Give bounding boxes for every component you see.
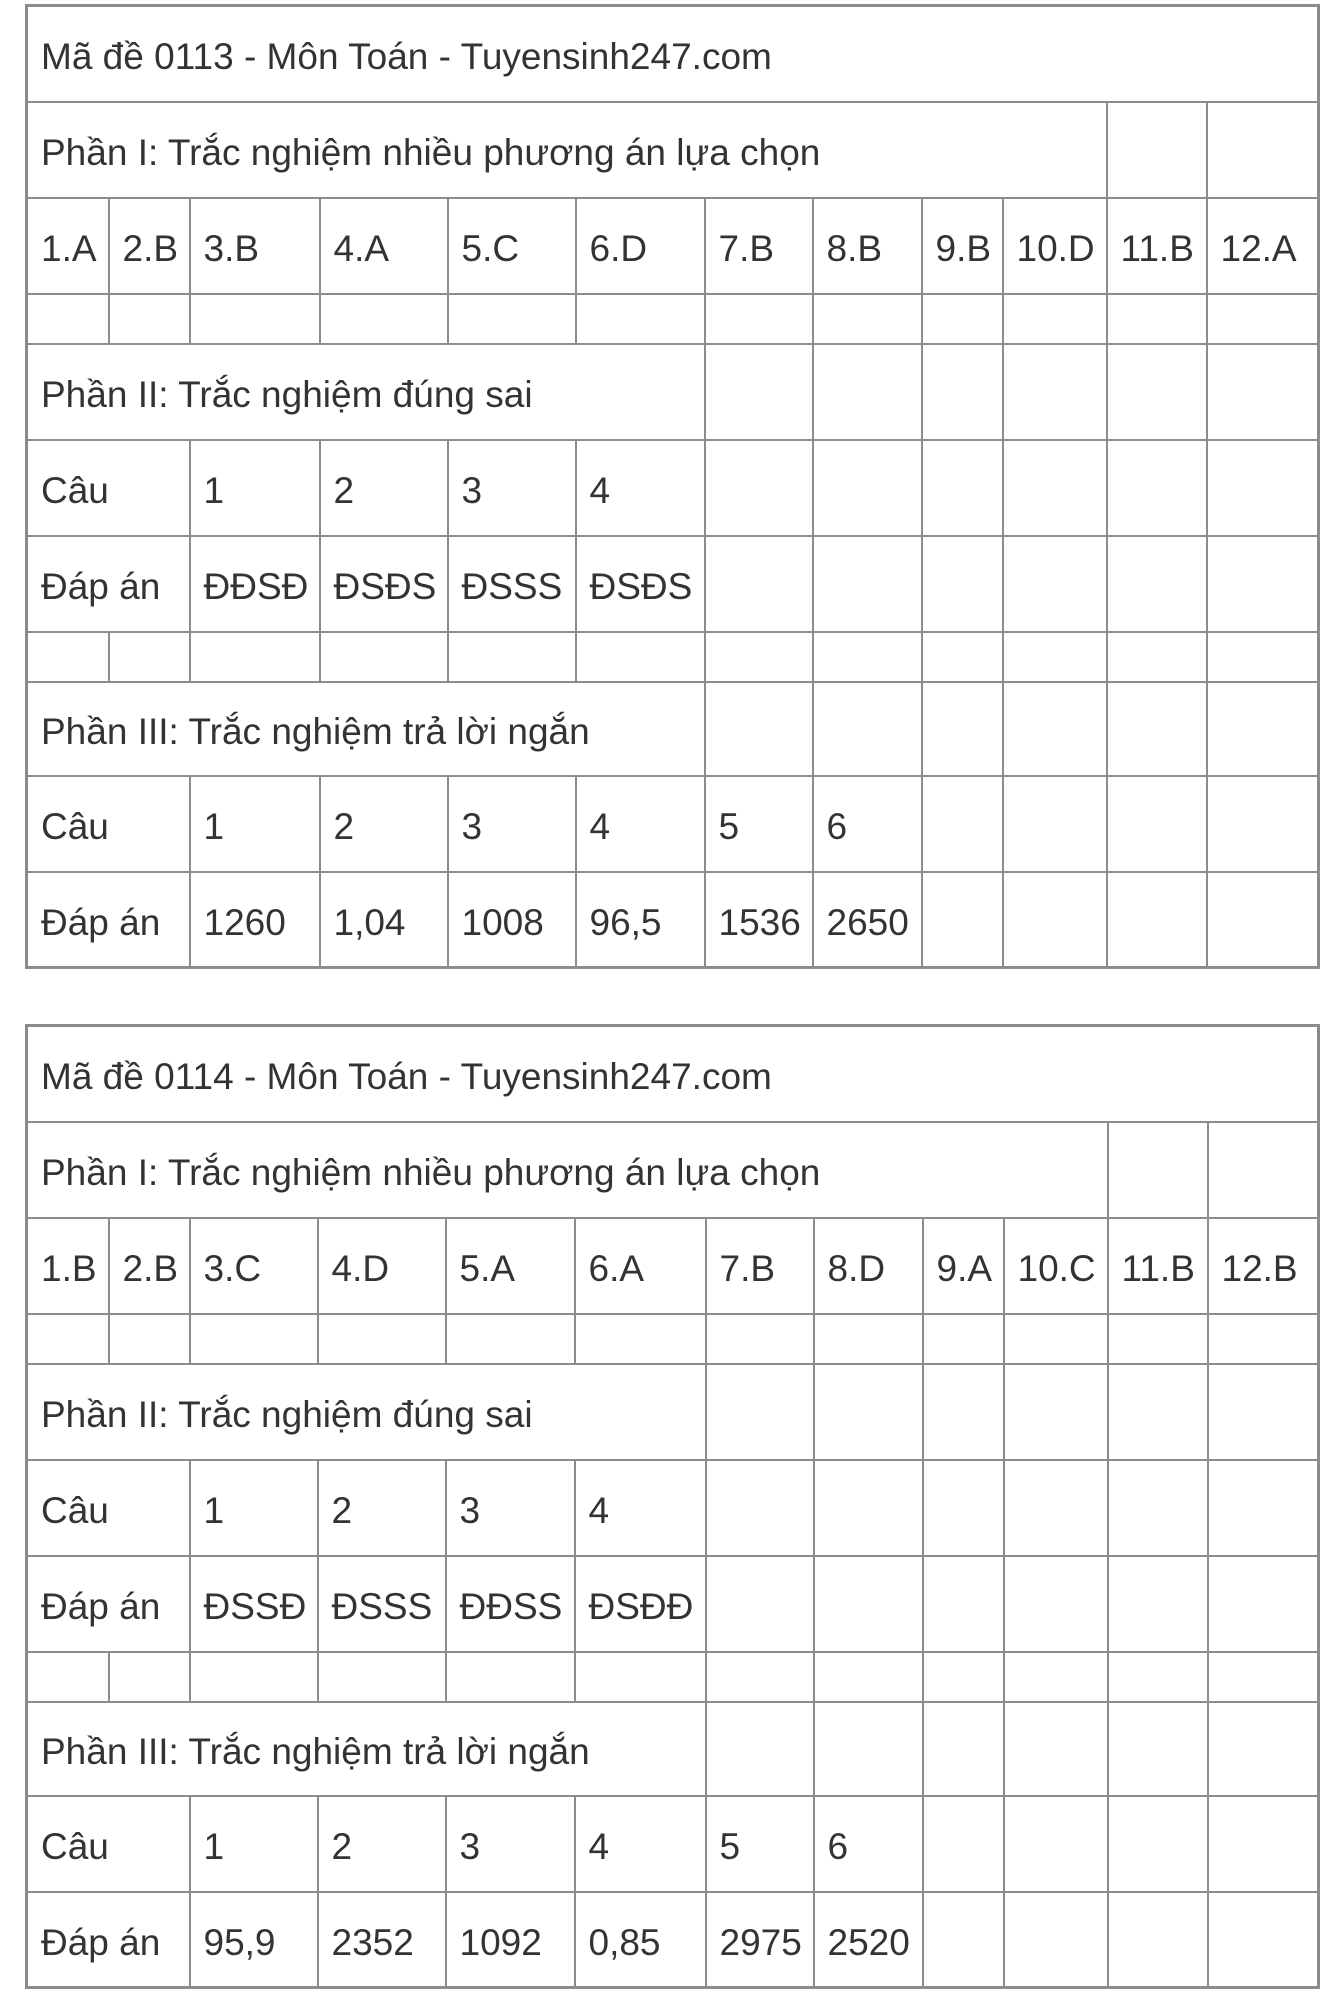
empty-cell [1207,776,1319,872]
short-question-cell: 4 [576,776,705,872]
mc-answer-cell: 2.B [109,1218,190,1314]
mc-answer-cell: 11.B [1108,1218,1208,1314]
empty-cell [1107,440,1207,536]
empty-cell [1108,1892,1208,1988]
tf-answer-cell: ĐĐSĐ [190,536,320,632]
table-title: Mã đề 0114 - Môn Toán - Tuyensinh247.com [27,1026,1319,1122]
short-question-cell: 6 [814,1796,923,1892]
empty-cell [1208,1364,1319,1460]
short-answer-cell: 1536 [705,872,813,968]
empty-cell [1107,776,1207,872]
tf-question-cell: 2 [318,1460,446,1556]
question-label: Câu [27,1796,190,1892]
short-answer-cell: 95,9 [190,1892,318,1988]
empty-cell [922,776,1003,872]
answer-label: Đáp án [27,1892,190,1988]
empty-cell [814,1652,923,1702]
empty-cell [705,294,813,344]
empty-cell [923,1796,1004,1892]
empty-cell [1107,632,1207,682]
empty-cell [1207,102,1319,198]
mc-answer-cell: 12.A [1207,198,1319,294]
empty-cell [922,682,1003,776]
mc-answer-cell: 6.D [576,198,705,294]
short-answer-cell: 2650 [813,872,922,968]
mc-answer-cell: 8.D [814,1218,923,1314]
empty-cell [706,1702,814,1796]
empty-cell [1107,102,1207,198]
mc-answer-cell: 5.A [446,1218,575,1314]
short-answer-cell: 0,85 [575,1892,706,1988]
empty-cell [922,872,1003,968]
empty-cell [813,440,922,536]
tf-question-cell: 3 [446,1460,575,1556]
empty-cell [1004,1702,1108,1796]
empty-cell [1107,536,1207,632]
mc-answer-cell: 10.C [1004,1218,1108,1314]
empty-cell [923,1892,1004,1988]
tf-question-cell: 4 [575,1460,706,1556]
empty-cell [318,1652,446,1702]
empty-cell [1003,632,1107,682]
empty-cell [27,1652,109,1702]
empty-cell [446,1652,575,1702]
empty-cell [705,344,813,440]
empty-cell [576,632,705,682]
mc-answer-cell: 10.D [1003,198,1107,294]
empty-cell [109,294,190,344]
empty-cell [575,1652,706,1702]
empty-cell [706,1314,814,1364]
mc-answer-cell: 7.B [705,198,813,294]
empty-cell [1003,776,1107,872]
empty-cell [923,1460,1004,1556]
empty-cell [705,682,813,776]
empty-cell [448,294,576,344]
empty-cell [706,1460,814,1556]
empty-cell [1003,440,1107,536]
empty-cell [1108,1556,1208,1652]
mc-answer-cell: 3.B [190,198,320,294]
empty-cell [813,344,922,440]
empty-cell [190,1314,318,1364]
empty-cell [1207,872,1319,968]
short-question-cell: 3 [446,1796,575,1892]
empty-cell [1004,1556,1108,1652]
tf-question-cell: 4 [576,440,705,536]
empty-cell [1207,294,1319,344]
part1-heading: Phần I: Trắc nghiệm nhiều phương án lựa chọn [27,102,1107,198]
empty-cell [1107,344,1207,440]
empty-cell [706,1364,814,1460]
empty-cell [1003,294,1107,344]
empty-cell [1003,872,1107,968]
short-answer-cell: 1008 [448,872,576,968]
empty-cell [27,1314,109,1364]
short-question-cell: 6 [813,776,922,872]
tf-question-cell: 1 [190,440,320,536]
empty-cell [576,294,705,344]
part1-heading: Phần I: Trắc nghiệm nhiều phương án lựa chọn [27,1122,1108,1218]
tf-answer-cell: ĐSSĐ [190,1556,318,1652]
short-answer-cell: 96,5 [576,872,705,968]
answer-label: Đáp án [27,1556,190,1652]
empty-cell [814,1314,923,1364]
empty-cell [706,1652,814,1702]
empty-cell [27,632,109,682]
question-label: Câu [27,440,190,536]
empty-cell [1004,1314,1108,1364]
empty-cell [814,1702,923,1796]
tf-answer-cell: ĐSSS [318,1556,446,1652]
empty-cell [814,1556,923,1652]
table-title: Mã đề 0113 - Môn Toán - Tuyensinh247.com [27,6,1319,102]
empty-cell [109,632,190,682]
empty-cell [1108,1122,1208,1218]
mc-answer-cell: 8.B [813,198,922,294]
empty-cell [446,1314,575,1364]
tf-question-cell: 3 [448,440,576,536]
mc-answer-cell: 4.A [320,198,448,294]
empty-cell [1004,1460,1108,1556]
empty-cell [1207,344,1319,440]
short-question-cell: 2 [318,1796,446,1892]
empty-cell [923,1556,1004,1652]
mc-answer-cell: 1.B [27,1218,109,1314]
answer-label: Đáp án [27,872,190,968]
short-question-cell: 3 [448,776,576,872]
empty-cell [190,294,320,344]
empty-cell [1208,1652,1319,1702]
short-answer-cell: 2975 [706,1892,814,1988]
mc-answer-cell: 9.B [922,198,1003,294]
part3-heading: Phần III: Trắc nghiệm trả lời ngắn [27,682,705,776]
short-question-cell: 1 [190,1796,318,1892]
empty-cell [1108,1652,1208,1702]
tf-answer-cell: ĐSĐS [576,536,705,632]
mc-answer-cell: 11.B [1107,198,1207,294]
tf-answer-cell: ĐSSS [448,536,576,632]
empty-cell [1208,1122,1319,1218]
empty-cell [1003,344,1107,440]
empty-cell [1108,1314,1208,1364]
empty-cell [923,1702,1004,1796]
empty-cell [706,1556,814,1652]
tf-answer-cell: ĐĐSS [446,1556,575,1652]
empty-cell [1004,1796,1108,1892]
tf-answer-cell: ĐSĐS [320,536,448,632]
empty-cell [190,1652,318,1702]
empty-cell [1208,1460,1319,1556]
part2-heading: Phần II: Trắc nghiệm đúng sai [27,1364,706,1460]
question-label: Câu [27,1460,190,1556]
empty-cell [814,1460,923,1556]
empty-cell [922,294,1003,344]
empty-cell [575,1314,706,1364]
empty-cell [922,632,1003,682]
tf-question-cell: 2 [320,440,448,536]
tf-question-cell: 1 [190,1460,318,1556]
empty-cell [1208,1314,1319,1364]
empty-cell [1108,1364,1208,1460]
empty-cell [705,632,813,682]
mc-answer-cell: 7.B [706,1218,814,1314]
empty-cell [923,1314,1004,1364]
short-question-cell: 1 [190,776,320,872]
mc-answer-cell: 2.B [109,198,190,294]
empty-cell [814,1364,923,1460]
short-answer-cell: 1,04 [320,872,448,968]
part2-heading: Phần II: Trắc nghiệm đúng sai [27,344,705,440]
empty-cell [813,294,922,344]
mc-answer-cell: 1.A [27,198,109,294]
empty-cell [1108,1796,1208,1892]
empty-cell [1004,1892,1108,1988]
empty-cell [705,440,813,536]
short-answer-cell: 1260 [190,872,320,968]
empty-cell [1107,682,1207,776]
empty-cell [320,632,448,682]
short-answer-cell: 2520 [814,1892,923,1988]
part3-heading: Phần III: Trắc nghiệm trả lời ngắn [27,1702,706,1796]
empty-cell [1108,1702,1208,1796]
empty-cell [1208,1556,1319,1652]
short-question-cell: 2 [320,776,448,872]
short-question-cell: 5 [706,1796,814,1892]
empty-cell [27,294,109,344]
short-question-cell: 4 [575,1796,706,1892]
empty-cell [1107,872,1207,968]
short-question-cell: 5 [705,776,813,872]
mc-answer-cell: 12.B [1208,1218,1319,1314]
mc-answer-cell: 9.A [923,1218,1004,1314]
empty-cell [448,632,576,682]
empty-cell [318,1314,446,1364]
empty-cell [1108,1460,1208,1556]
empty-cell [190,632,320,682]
empty-cell [1208,1892,1319,1988]
short-answer-cell: 1092 [446,1892,575,1988]
answer-key-table-0113 [25,4,1320,969]
empty-cell [923,1652,1004,1702]
empty-cell [1208,1796,1319,1892]
empty-cell [813,682,922,776]
answer-key-table-0114 [25,1024,1320,1989]
empty-cell [922,344,1003,440]
empty-cell [1207,632,1319,682]
question-label: Câu [27,776,190,872]
empty-cell [705,536,813,632]
empty-cell [1107,294,1207,344]
empty-cell [1003,682,1107,776]
short-answer-cell: 2352 [318,1892,446,1988]
mc-answer-cell: 3.C [190,1218,318,1314]
empty-cell [923,1364,1004,1460]
empty-cell [320,294,448,344]
mc-answer-cell: 5.C [448,198,576,294]
empty-cell [1207,440,1319,536]
empty-cell [1207,536,1319,632]
tf-answer-cell: ĐSĐĐ [575,1556,706,1652]
empty-cell [1208,1702,1319,1796]
empty-cell [922,440,1003,536]
mc-answer-cell: 6.A [575,1218,706,1314]
empty-cell [813,536,922,632]
answer-label: Đáp án [27,536,190,632]
empty-cell [1003,536,1107,632]
empty-cell [109,1314,190,1364]
empty-cell [922,536,1003,632]
empty-cell [1004,1364,1108,1460]
empty-cell [813,632,922,682]
mc-answer-cell: 4.D [318,1218,446,1314]
empty-cell [1207,682,1319,776]
empty-cell [109,1652,190,1702]
empty-cell [1004,1652,1108,1702]
